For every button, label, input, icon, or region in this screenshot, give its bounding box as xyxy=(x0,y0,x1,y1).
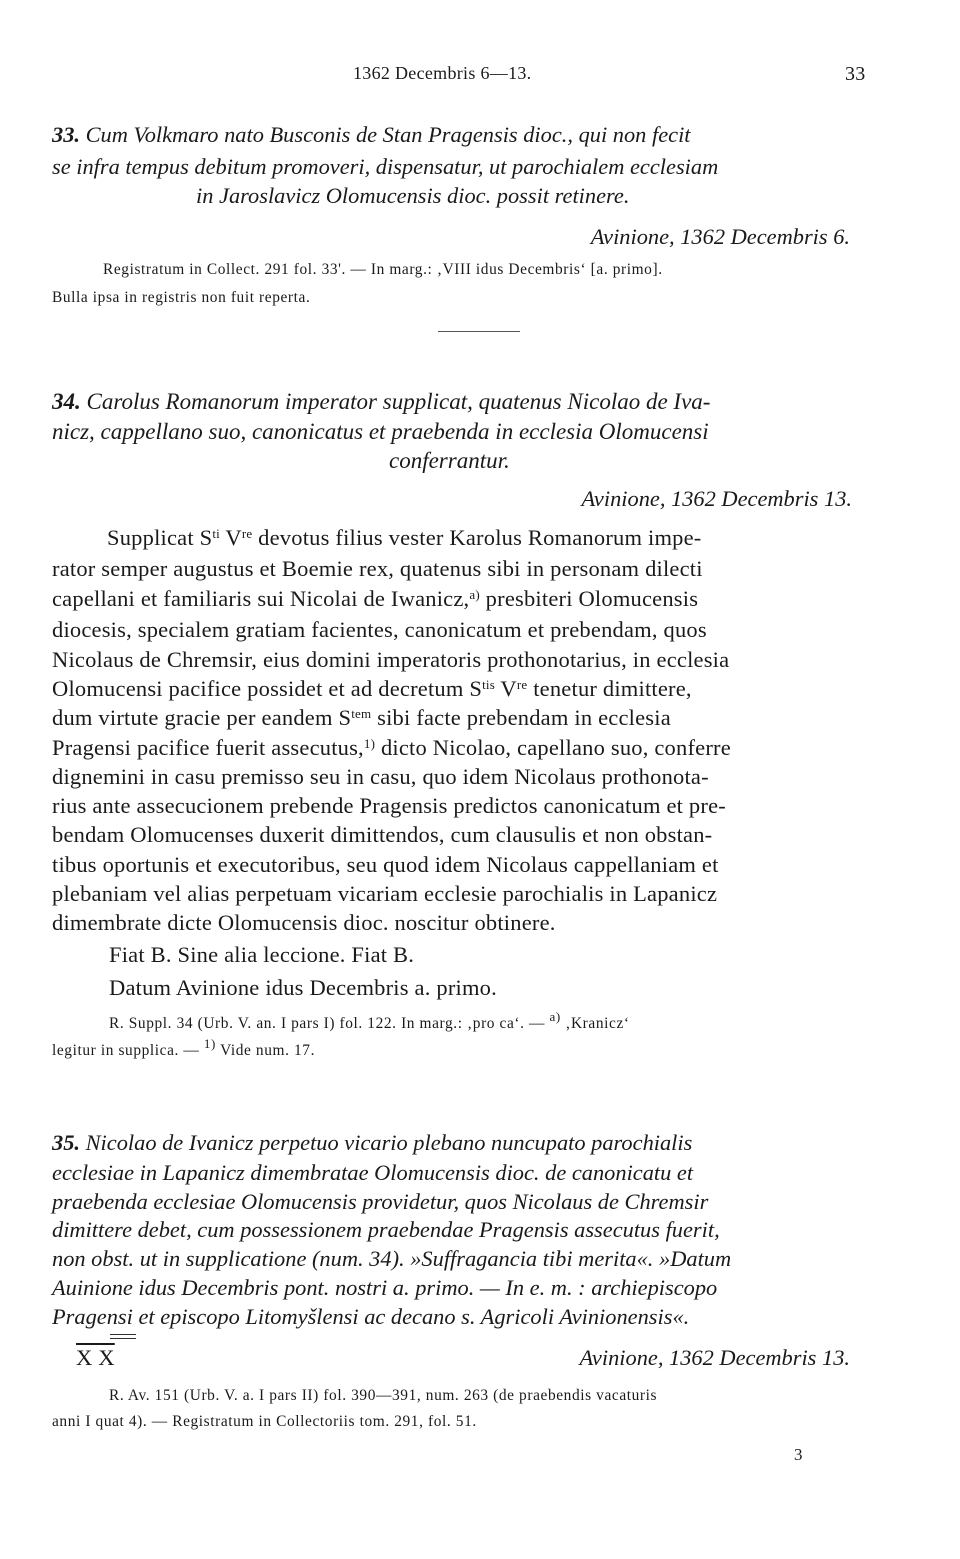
entry-33-heading-line-3: in Jaroslavicz Olomucensis dioc. possit retinere. xyxy=(196,183,630,208)
entry-35-heading-line-5: non obst. ut in supplicatione (num. 34). »Suffragancia tibi merita«. »Datum xyxy=(52,1246,732,1271)
entry-35-heading-line-3: praebenda ecclesiae Olomucensis providetur, quos Nicolaus de Chremsir xyxy=(52,1189,709,1214)
page-number: 33 xyxy=(845,63,866,85)
entry-34-body-line-5: Nicolaus de Chremsir, eius domini imperatoris prothonotarius, in ecclesia xyxy=(52,647,730,672)
entry-35-note-2: anni I quat 4). — Registratum in Collectoriis tom. 291, fol. 51. xyxy=(52,1413,477,1430)
entry-33-date: Avinione, 1362 Decembris 6. xyxy=(590,224,850,249)
entry-34-body-line-13: plebaniam vel alias perpetuam vicariam ecclesie parochialis in Lapanicz xyxy=(52,881,718,906)
entry-34-body-line-4: diocesis, specialem gratiam facientes, canonicatum et prebendam, quos xyxy=(52,617,707,642)
entry-34-heading-line-3: conferrantur. xyxy=(389,448,510,473)
entry-35-heading-line-1: 35. Nicolao de Ivanicz perpetuo vicario plebano nuncupato parochialis xyxy=(52,1130,693,1155)
entry-35-number: 35. xyxy=(52,1130,80,1155)
entry-33-heading-line-2: se infra tempus debitum promoveri, dispensatur, ut parochialem ecclesiam xyxy=(52,154,719,179)
entry-34-body-line-14: dimembrate dicte Olomucensis dioc. noscitur obtinere. xyxy=(52,910,556,935)
entry-34-note-2: legitur in supplica. — $^{1)}$ Vide num. 17. xyxy=(52,1035,316,1059)
entry-33-note-2: Bulla ipsa in registris non fuit reperta. xyxy=(52,289,311,306)
entry-33-heading-line-1: 33. Cum Volkmaro nato Busconis de Stan Pragensis dioc., qui non fecit xyxy=(52,122,691,147)
running-title: 1362 Decembris 6—13. xyxy=(353,63,532,83)
entry-34-body-line-10: rius ante assecucionem prebende Pragensis predictos canonicatum et pre- xyxy=(52,793,726,818)
entry-34-body-line-3: capellani et familiaris sui Nicolai de Iwanicz,$^{a)}$ presbiteri Olomucensis xyxy=(52,586,699,611)
entry-33-note-1: Registratum in Collect. 291 fol. 33'. — In marg.: ‚VIII idus Decembris‘ [a. primo]. xyxy=(103,261,663,278)
entry-34-date: Avinione, 1362 Decembris 13. xyxy=(581,486,852,511)
entry-35-heading-line-2: ecclesiae in Lapanicz dimembratae Olomucensis dioc. de canonicatu et xyxy=(52,1160,694,1185)
entry-35-date: Avinione, 1362 Decembris 13. xyxy=(579,1345,850,1370)
entry-34-body-line-8: Pragensi pacifice fuerit assecutus,$^{1)}$ dicto Nicolao, capellano suo, conferre xyxy=(52,735,731,760)
entry-34-heading-line-1: 34. Carolus Romanorum imperator supplicat, quatenus Nicolao de Iva- xyxy=(52,389,711,414)
entry-34-body-line-9: dignemini in casu premisso seu in casu, quo idem Nicolaus prothonota- xyxy=(52,764,709,789)
entry-34-fiat: Fiat B. Sine alia leccione. Fiat B. xyxy=(109,942,415,967)
entry-34-body-line-7: dum virtute gracie per eandem $S^{tem}$ sibi facte prebendam in ecclesia xyxy=(52,705,671,730)
entry-34-datum: Datum Avinione idus Decembris a. primo. xyxy=(109,975,497,1000)
entry-34-note-1: R. Suppl. 34 (Urb. V. an. I pars I) fol. 122. In marg.: ‚pro ca‘. — $^{a)}$ ‚Kranicz‘ xyxy=(109,1008,630,1032)
entry-35-note-1: R. Av. 151 (Urb. V. a. I pars II) fol. 390—391, num. 263 (de praebendis vacaturis xyxy=(109,1387,658,1404)
entry-34-heading-line-2: nicz, cappellano suo, canonicatus et praebenda in ecclesia Olomucensi xyxy=(52,419,709,444)
entry-35-heading-line-4: dimittere debet, cum possessionem praebendae Pragensis assecutus fuerit, xyxy=(52,1217,720,1242)
entry-33-number: 33. xyxy=(52,122,80,147)
entry-35-heading-line-6: Auinione idus Decembris pont. nostri a. primo. — In e. m. : archiepiscopo xyxy=(52,1275,718,1300)
entry-34-body-line-12: tibus oportunis et executoribus, seu quod idem Nicolaus cappellaniam et xyxy=(52,852,719,877)
mark-overlines xyxy=(76,1334,138,1342)
entry-34-body-line-11: bendam Olomucenses duxerit dimittendos, cum clausulis et non obstan- xyxy=(52,822,713,847)
entry-34-body-line-1: Supplicat $S^{ti}$ Vre devotus filius vester Karolus Romanorum impe- xyxy=(107,525,702,550)
entry-34-number: 34. xyxy=(52,389,81,414)
entry-35-heading-line-7: Pragensi et episcopo Litomyšlensi ac decano s. Agricoli Avinionensis«. xyxy=(52,1304,690,1329)
entry-34-body-line-6: Olomucensi pacifice possidet et ad decretum $S^{tis}$ Vre tenetur dimittere, xyxy=(52,676,692,701)
signature-mark: 3 xyxy=(794,1445,803,1464)
entry-35-mark: X X xyxy=(76,1345,115,1370)
separator-rule xyxy=(438,331,520,332)
entry-34-body-line-2: rator semper augustus et Boemie rex, quatenus sibi in personam dilecti xyxy=(52,556,703,581)
